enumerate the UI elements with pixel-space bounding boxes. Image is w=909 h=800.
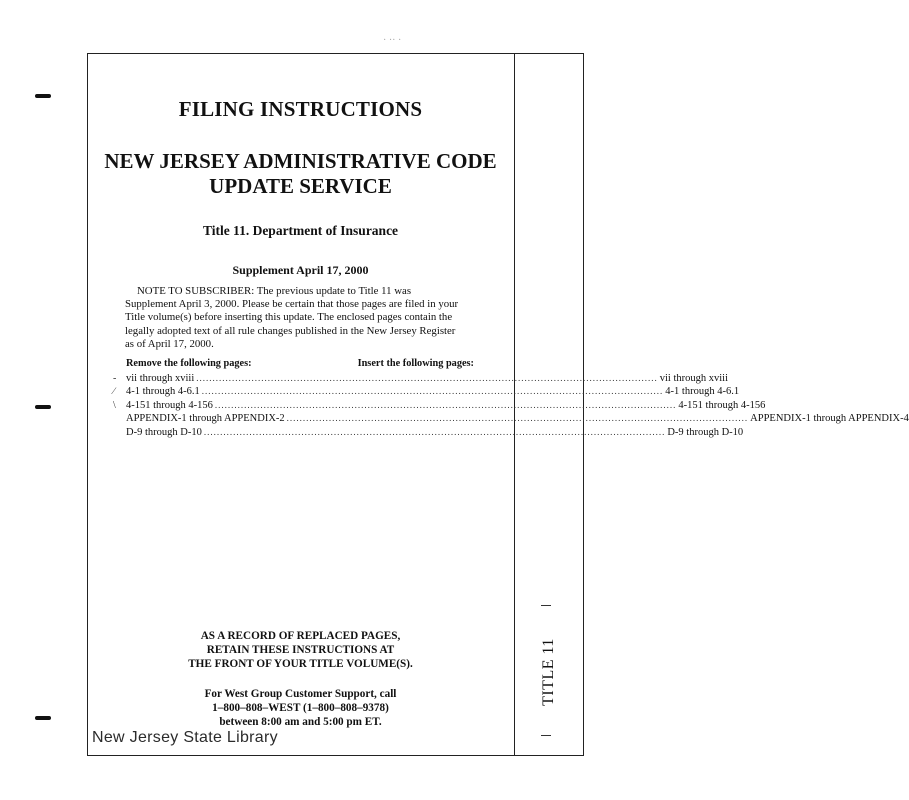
- insert-pages: 4-151 through 4-156: [678, 399, 766, 411]
- dot-leader: ..............................................................................................................................................: [201, 386, 664, 397]
- dot-leader: ..............................................................................................................................................: [286, 413, 749, 424]
- punch-hole-mark: [35, 405, 51, 409]
- pages-table-header: [126, 358, 474, 372]
- record-line: THE FRONT OF YOUR TITLE VOLUME(S).: [188, 658, 413, 670]
- remove-pages: vii through xviii: [126, 373, 195, 384]
- remove-header: Remove the following pages:: [126, 358, 252, 369]
- document-title: FILING INSTRUCTIONS: [178, 97, 423, 121]
- customer-support: [87, 687, 514, 729]
- code-title-line-1: NEW JERSEY ADMINISTRATIVE CODE: [104, 149, 497, 173]
- insert-header: Insert the following pages:: [357, 358, 474, 369]
- note-line: legally adopted text of all rule changes published in the New Jersey Register: [125, 324, 456, 337]
- check-mark-icon: ∕: [113, 386, 115, 397]
- scan-speck: · ·· ·: [383, 35, 402, 46]
- record-line: AS A RECORD OF REPLACED PAGES,: [200, 630, 401, 642]
- record-line: RETAIN THESE INSTRUCTIONS AT: [206, 644, 395, 656]
- table-row: [126, 399, 766, 412]
- remove-pages: APPENDIX-1 through APPENDIX-2: [126, 413, 285, 425]
- remove-pages: 4-151 through 4-156: [126, 399, 213, 411]
- library-stamp: New Jersey State Library: [92, 729, 278, 746]
- table-row: [126, 385, 740, 398]
- dot-leader: ..............................................................................................................................................: [196, 373, 658, 383]
- support-line: 1–800–808–WEST (1–800–808–9378): [212, 702, 389, 714]
- spine-tick-mark: [541, 605, 551, 606]
- dot-leader: ..............................................................................................................................................: [203, 426, 666, 437]
- support-line: For West Group Customer Support, call: [204, 688, 397, 700]
- spine-tick-mark: [541, 735, 551, 736]
- note-line: Supplement April 3, 2000. Please be certain that those pages are filed in your: [125, 298, 459, 311]
- code-title: [87, 149, 514, 199]
- dot-leader: ..............................................................................................................................................: [214, 399, 677, 410]
- check-mark-icon: ‐: [113, 373, 117, 384]
- remove-pages: 4-1 through 4-6.1: [126, 386, 200, 398]
- support-line: between 8:00 am and 5:00 pm ET.: [219, 716, 382, 728]
- pages-table: [126, 358, 909, 439]
- table-row: [126, 412, 909, 425]
- table-row: [126, 426, 744, 439]
- insert-pages: 4-1 through 4-6.1: [665, 386, 740, 398]
- table-row: [126, 372, 728, 385]
- note-to-subscriber: [125, 285, 474, 351]
- note-line: Title volume(s) before inserting this update. The enclosed pages contain the: [125, 311, 453, 324]
- note-line: as of April 17, 2000.: [125, 337, 214, 350]
- note-line: NOTE TO SUBSCRIBER: The previous update to Title 11 was: [137, 285, 412, 297]
- punch-hole-mark: [35, 94, 51, 98]
- punch-hole-mark: [35, 716, 51, 720]
- title-subtitle: Title 11. Department of Insurance: [202, 223, 399, 238]
- insert-pages: APPENDIX-1 through APPENDIX-4: [750, 413, 909, 425]
- insert-pages: D-9 through D-10: [667, 426, 744, 438]
- supplement-date: Supplement April 17, 2000: [232, 263, 369, 277]
- spine-label: TITLE 11: [540, 638, 557, 706]
- insert-pages: vii through xviii: [659, 373, 728, 384]
- check-mark-icon: \: [113, 400, 116, 411]
- record-instructions: [87, 629, 514, 671]
- code-title-line-2: UPDATE SERVICE: [209, 174, 392, 198]
- remove-pages: D-9 through D-10: [126, 426, 202, 438]
